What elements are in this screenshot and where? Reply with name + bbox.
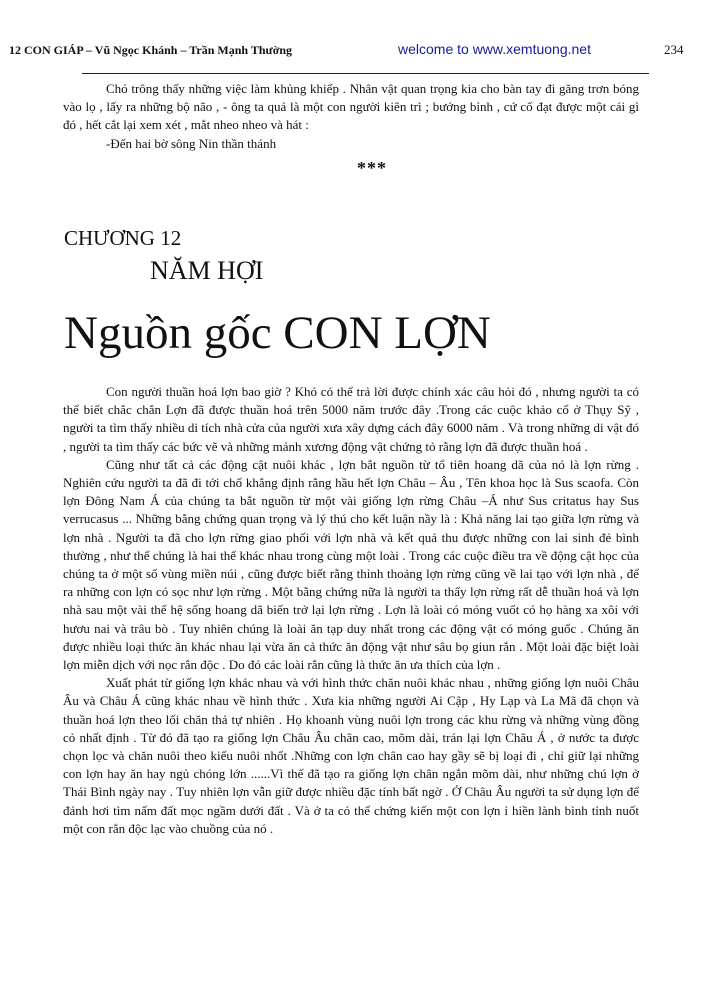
page-number: 234	[664, 42, 684, 57]
body-paragraph: Xuất phát từ giống lợn khác nhau và với hình thức chăn nuôi khác nhau , những giống lợn nuôi Châu Âu và Châu Á cũng khác nhau về hình thức . Xưa kia những người Ai Cập , Hy Lạp và La Mã đã chọn và thuần hoá lợn theo lối chăn thả tự nhiên . Họ khoanh vùng nuôi lợn trong các khu rừng và những vùng đồng cỏ nhất định . Từ đó đã tạo ra giống lợn Châu Âu chân cao, mõm dài, trán lại lợn Châu Á , ở nước ta được chọn lọc và chăn nuôi theo kiểu nuôi nhốt .Những con lợn chân cao hay gầy sẽ bị loại đi , chỉ giữ lại những con lợn hay ăn hay ngủ chóng lớn ......Vì thế đã tạo ra giống lợn chân ngắn mõm dài, như những chú lợn ở Thái Bình ngày nay . Tuy nhiên lợn vẫn giữ được nhiều đặc tính bất ngờ . Ở Châu Âu người ta sử dụng lợn để đánh hơi tìm nấm đất mọc ngầm dưới đất . Và ở ta có thể chứng kiến một con lợn ỉ hiền lành bình tỉnh nuốt một con rắn độc lạc vào chuồng của nó .	[63, 675, 639, 836]
chapter-body	[63, 383, 639, 838]
body-paragraph: Cũng như tất cả các động cật nuôi khác , lợn bắt nguồn từ tổ tiên hoang dã của nó là lợn rừng . Nghiên cứu người ta đã đi tới chổ khẳng định rằng hầu hết lợn Châu – Âu , Tên khoa học là Sus scaofa. Còn lợn Đông Nam Á của chúng ta bắt nguồn từ một vài giống lợn rừng Châu –Á như Sus critatus hay Sus verrucasus ... Những bằng chứng quan trọng và lý thú cho kết luận nầy là : Khả năng lai tạo giữa lợn rừng và lợn nhà . Người ta đã cho lợn rừng giao phối với lợn nhà và kết quả thu được những con lai sinh đẻ bình thường , như thể chúng là hai thể khác nhau trong cùng một loài . Trong các cuộc điều tra về động cật học của chúng ta ở một số vùng miền núi , cũng được biết rằng thỉnh thoảng lợn rừng cũng về lai tạo với lợn nhà , để ra những con lợn có sọc như lợn rừng . Một bằng chứng nữa là người ta thấy lợn rừng rất dễ thuần hoá và lợn nhà sau một vài thế hệ sống hoang dã biến trở lại lợn rừng . Lợn là loài có móng vuốt có họ hàng xa xôi với hươu nai và trâu bò . Tuy nhiên chúng là loài ăn tạp duy nhất trong các động vật có móng guốc . Chúng ăn được nhiều loại thức ăn khác nhau lại vừa ăn cả thức ăn động vật như sâu bọ giun rắn . Một loài đặc biệt loài lợn miễn dịch với nọc rắn độc . Do đó các loài rắn cũng là thức ăn ưa thích của lợn .	[63, 456, 639, 673]
intro-paragraph: Chó trông thấy những việc làm khủng khiếp . Nhân vật quan trọng kia cho bàn tay đi găng trơn bóng vào lọ , lấy ra những bộ não , - ông ta quả là một con người kiên trì ; bướng bỉnh , cứ cố đạt được một cái gì đó , hết cắt lại xem xét , mắt nheo nheo và hát :	[63, 81, 639, 133]
website-link[interactable]: welcome to www.xemtuong.net	[398, 41, 591, 57]
chapter-year: NĂM HỢI	[150, 256, 264, 285]
intro-quote-line: -Đến hai bờ sông Nin thần thánh	[106, 135, 277, 151]
chapter-title: Nguồn gốc CON LỢN	[64, 307, 491, 359]
body-paragraph: Con người thuần hoá lợn bao giờ ? Khó có thể trả lời được chính xác câu hỏi đó , nhưng người ta có thể biết chắc chắn Lợn đã được thuần hoá trên 5000 năm trước đây .Trong các cuộc khảo cổ ở Thụy Sỹ , người ta tìm thấy nhiều di tích nhà cửa của người xưa xây dựng cách đây 6000 năm . Và trong những di vật đó , người ta tìm thấy các bức vẽ và những mảnh xương động vật chứng tỏ rằng lợn đã được thuần hoá .	[63, 384, 639, 454]
header-divider	[82, 73, 649, 74]
running-header-title: 12 CON GIÁP – Vũ Ngọc Khánh – Trần Mạnh Thường	[9, 43, 293, 57]
intro-text	[63, 80, 639, 153]
chapter-label: CHƯƠNG 12	[64, 226, 182, 250]
section-separator: ***	[357, 158, 387, 178]
